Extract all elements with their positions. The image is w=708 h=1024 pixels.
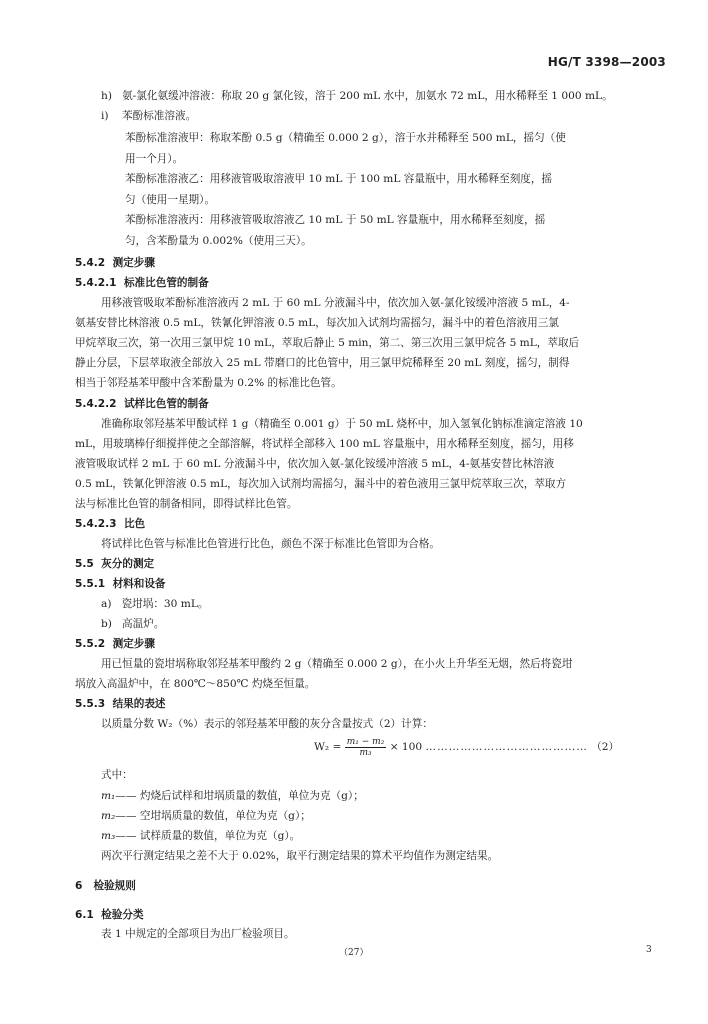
formula-rhs: × 100: [389, 741, 423, 753]
paragraph-line: 表 1 中规定的全部项目为出厂检验项目。: [101, 928, 295, 940]
paragraph-line: 静止分层，下层萃取液全部放入 25 mL 带磨口的比色管中，用三氯甲烷稀释至 20 mL 刻度，摇匀，制得: [75, 357, 570, 369]
section-heading: 5.4.2 测定步骤: [75, 257, 155, 269]
list-item-h: h) 氨-氯化氨缓冲溶液：称取 20 g 氯化铵，溶于 200 mL 水中，加氨水 72 mL，用水稀释至 1 000 mL。: [101, 90, 613, 102]
corner-mark: 3: [646, 945, 652, 955]
formula-denominator: m₃: [359, 747, 372, 758]
section-heading: 6.1 检验分类: [75, 909, 144, 921]
paragraph-line: 苯酚标准溶液甲：称取苯酚 0.5 g（精确至 0.000 2 g），溶于水并稀释至 500 mL，摇匀（使: [125, 132, 566, 144]
paragraph-line: mL，用玻璃棒仔细搅拌使之全部溶解，将试样全部移入 100 mL 容量瓶中，用水稀释至刻度，摇匀，用移: [75, 438, 574, 450]
paragraph-line: 相当于邻羟基苯甲酸中含苯酚量为 0.2% 的标准比色管。: [75, 377, 342, 389]
paragraph-line: 甲烷萃取三次，第一次用三氯甲烷 10 mL，萃取后静止 5 min，第二、第三次用三氯甲烷各 5 mL，萃取后: [75, 337, 580, 349]
section-heading: 5.5.2 测定步骤: [75, 638, 155, 650]
paragraph-line: 匀（使用一星期）。: [125, 194, 216, 206]
page-number: （27）: [339, 948, 369, 958]
paragraph-line: 用已恒量的瓷坩埚称取邻羟基苯甲酸约 2 g（精确至 0.000 2 g），在小火上升华至无烟，然后将瓷坩: [101, 658, 573, 670]
list-item: b) 高温炉。: [101, 618, 165, 630]
section-heading: 5.5 灰分的测定: [75, 558, 155, 570]
standard-number: HG/T 3398—2003: [547, 55, 666, 69]
paragraph-line: 氨基安替比林溶液 0.5 mL，铁氰化钾溶液 0.5 mL，每次加入试剂均需摇匀，漏斗中的着色溶液用三氯: [75, 317, 559, 329]
paragraph-line: 将试样比色管与标准比色管进行比色，颜色不深于标准比色管即为合格。: [101, 538, 440, 550]
paragraph-line: 法与标准比色管的制备相同，即得试样比色管。: [75, 498, 298, 510]
paragraph-line: 用一个月）。: [125, 153, 184, 165]
formula-numerator: m₁ − m₂: [346, 736, 385, 747]
formula-fraction: [345, 737, 387, 758]
section-heading: 5.5.1 材料和设备: [75, 578, 166, 590]
paragraph-line: 以质量分数 W₂（%）表示的邻羟基苯甲酸的灰分含量按式（2）计算：: [101, 718, 433, 730]
paragraph-line: 0.5 mL，铁氰化钾溶液 0.5 mL，每次加入试剂均需摇匀，漏斗中的着色液用三氯甲烷萃取三次，萃取方: [75, 478, 567, 490]
section-heading: 5.5.3 结果的表述: [75, 698, 166, 710]
paragraph-line: 苯酚标准溶液乙：用移液管吸取溶液甲 10 mL 于 100 mL 容量瓶中，用水稀释至刻度，摇: [125, 173, 553, 185]
formula-number: （2）: [591, 741, 620, 753]
paragraph-line: 用移液管吸取苯酚标准溶液丙 2 mL 于 60 mL 分液漏斗中，依次加入氨-氯化铵缓冲溶液 5 mL，4-: [101, 297, 570, 309]
variable-definition: m₃—— 试样质量的数值，单位为克（g）。: [101, 830, 301, 842]
formula-2: [314, 736, 619, 758]
paragraph-line: 埚放入高温炉中，在 800℃～850℃ 灼烧至恒量。: [75, 678, 316, 690]
where-label: 式中：: [101, 769, 133, 781]
variable-definition: m₂—— 空坩埚质量的数值，单位为克（g）；: [101, 810, 311, 822]
section-heading: 5.4.2.3 比色: [75, 518, 146, 530]
section-heading: 5.4.2.2 试样比色管的制备: [75, 398, 209, 410]
formula-lhs: W₂ =: [314, 741, 342, 753]
section-heading: 5.4.2.1 标准比色管的制备: [75, 277, 209, 289]
chapter-heading: 6 检验规则: [75, 880, 136, 892]
paragraph-line: 苯酚标准溶液丙：用移液管吸取溶液乙 10 mL 于 50 mL 容量瓶中，用水稀释至刻度，摇: [125, 214, 546, 226]
paragraph-line: 匀，含苯酚量为 0.002%（使用三天）。: [125, 235, 312, 247]
list-item-i: i) 苯酚标准溶液。: [101, 110, 197, 122]
paragraph-line: 两次平行测定结果之差不大于 0.02%，取平行测定结果的算术平均值作为测定结果。: [101, 850, 499, 862]
paragraph-line: 液管吸取试样 2 mL 于 60 mL 分液漏斗中，依次加入氨-氯化铵缓冲溶液 5 mL，4-氨基安替比林溶液: [75, 458, 555, 470]
formula-leader-dots: ……………………………………: [425, 741, 588, 753]
variable-definition: m₁—— 灼烧后试样和坩埚质量的数值，单位为克（g）；: [101, 790, 364, 802]
paragraph-line: 准确称取邻羟基苯甲酸试样 1 g（精确至 0.001 g）于 50 mL 烧杯中，加入氢氧化钠标准滴定溶液 10: [101, 418, 583, 430]
list-item: a) 瓷坩埚：30 mL。: [101, 598, 209, 610]
